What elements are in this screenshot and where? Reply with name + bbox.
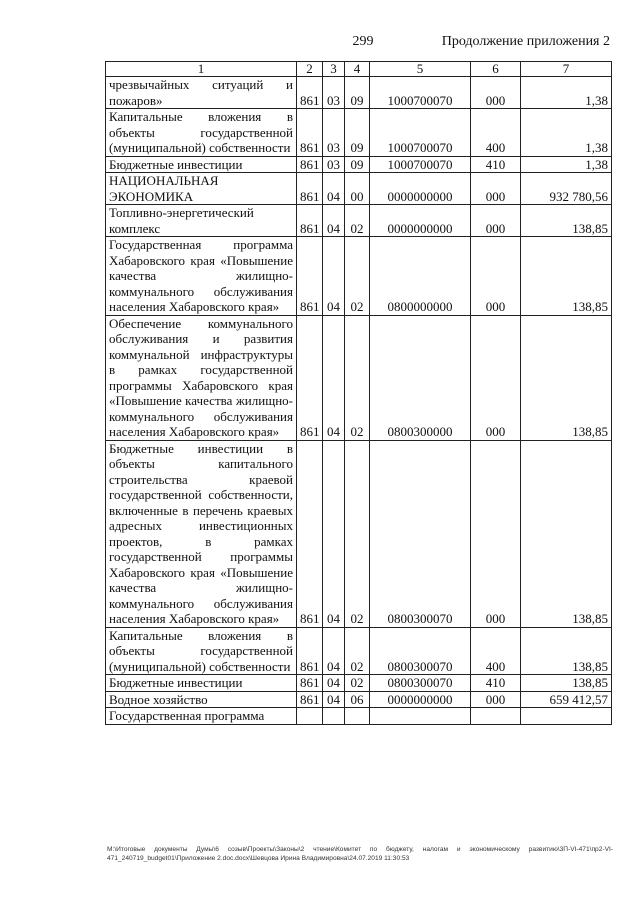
cell-subsection: 09	[345, 77, 370, 109]
row-name: Обеспечение коммунального обслуживания и развития коммунальной инфраструктуры в рамках государственной программы Хабаровского края «Повышение качества жилищно-коммунального обслуживания населения Хабаровского края»	[106, 315, 297, 440]
row-name: Бюджетные инвестиции	[106, 675, 297, 692]
table-row	[106, 156, 612, 173]
table-row	[106, 315, 612, 440]
cell-subsection: 00	[345, 173, 370, 205]
cell-admin-code: 861	[297, 205, 323, 237]
cell-expense-type: 000	[471, 237, 521, 316]
row-name: чрезвычайных ситуаций и пожаров»	[106, 77, 297, 109]
table-row	[106, 237, 612, 316]
cell-target-article: 1000700070	[370, 77, 471, 109]
column-header: 1	[106, 62, 297, 77]
cell-amount: 1,38	[521, 77, 612, 109]
cell-admin-code: 861	[297, 109, 323, 157]
cell-subsection: 02	[345, 237, 370, 316]
cell-section: 04	[323, 440, 345, 627]
cell-subsection: 09	[345, 109, 370, 157]
cell-target-article: 0800300070	[370, 675, 471, 692]
cell-expense-type	[471, 708, 521, 725]
cell-expense-type: 000	[471, 315, 521, 440]
cell-section: 04	[323, 675, 345, 692]
cell-expense-type: 000	[471, 173, 521, 205]
cell-section: 03	[323, 109, 345, 157]
cell-section: 04	[323, 205, 345, 237]
cell-amount: 138,85	[521, 675, 612, 692]
cell-subsection: 02	[345, 627, 370, 675]
row-name: Государственная программа	[106, 708, 297, 725]
cell-admin-code: 861	[297, 173, 323, 205]
cell-target-article: 0800000000	[370, 237, 471, 316]
cell-target-article: 0800300070	[370, 440, 471, 627]
cell-amount: 1,38	[521, 156, 612, 173]
cell-section: 04	[323, 627, 345, 675]
cell-amount: 138,85	[521, 627, 612, 675]
table-row	[106, 708, 612, 725]
cell-subsection: 02	[345, 205, 370, 237]
cell-target-article: 0800300070	[370, 627, 471, 675]
header-row	[106, 62, 612, 77]
row-name: Топливно-энергетический комплекс	[106, 205, 297, 237]
cell-target-article: 1000700070	[370, 156, 471, 173]
cell-subsection	[345, 708, 370, 725]
cell-section: 04	[323, 237, 345, 316]
cell-amount: 138,85	[521, 440, 612, 627]
table-row	[106, 691, 612, 708]
cell-target-article: 1000700070	[370, 109, 471, 157]
cell-target-article	[370, 708, 471, 725]
cell-subsection: 06	[345, 691, 370, 708]
cell-admin-code: 861	[297, 440, 323, 627]
cell-subsection: 09	[345, 156, 370, 173]
cell-target-article: 0800300000	[370, 315, 471, 440]
table-row	[106, 109, 612, 157]
cell-expense-type: 000	[471, 205, 521, 237]
cell-target-article: 0000000000	[370, 691, 471, 708]
cell-admin-code: 861	[297, 156, 323, 173]
cell-admin-code: 861	[297, 691, 323, 708]
continuation-label: Продолжение приложения 2	[441, 34, 610, 49]
column-header: 6	[471, 62, 521, 77]
cell-expense-type: 000	[471, 77, 521, 109]
cell-target-article: 0000000000	[370, 205, 471, 237]
cell-amount	[521, 708, 612, 725]
table-row	[106, 205, 612, 237]
cell-amount: 138,85	[521, 205, 612, 237]
cell-section: 04	[323, 691, 345, 708]
table-row	[106, 440, 612, 627]
cell-target-article: 0000000000	[370, 173, 471, 205]
cell-section: 03	[323, 156, 345, 173]
cell-admin-code: 861	[297, 627, 323, 675]
cell-admin-code	[297, 708, 323, 725]
table-row	[106, 173, 612, 205]
cell-expense-type: 000	[471, 440, 521, 627]
cell-amount: 932 780,56	[521, 173, 612, 205]
column-header: 3	[323, 62, 345, 77]
column-header: 7	[521, 62, 612, 77]
cell-amount: 659 412,57	[521, 691, 612, 708]
column-header: 4	[345, 62, 370, 77]
cell-admin-code: 861	[297, 77, 323, 109]
row-name: Бюджетные инвестиции в объекты капитального строительства краевой государственной собственности, включенные в перечень краевых адресных инвестиционных проектов, в рамках государственной программы Хабаровского края «Повышение качества жилищно-коммунального обслуживания населения Хабаровского края»	[106, 440, 297, 627]
column-header: 5	[370, 62, 471, 77]
row-name: Государственная программа Хабаровского края «Повышение качества жилищно-коммунального обслуживания населения Хабаровского края»	[106, 237, 297, 316]
cell-amount: 138,85	[521, 315, 612, 440]
row-name: Бюджетные инвестиции	[106, 156, 297, 173]
cell-expense-type: 000	[471, 691, 521, 708]
row-name: Капитальные вложения в объекты государственной (муниципальной) собственности	[106, 627, 297, 675]
cell-expense-type: 410	[471, 156, 521, 173]
cell-amount: 1,38	[521, 109, 612, 157]
budget-table	[105, 61, 612, 725]
cell-subsection: 02	[345, 675, 370, 692]
cell-expense-type: 400	[471, 627, 521, 675]
row-name: Водное хозяйство	[106, 691, 297, 708]
cell-expense-type: 400	[471, 109, 521, 157]
cell-subsection: 02	[345, 315, 370, 440]
cell-section	[323, 708, 345, 725]
cell-section: 04	[323, 315, 345, 440]
cell-admin-code: 861	[297, 237, 323, 316]
cell-section: 03	[323, 77, 345, 109]
cell-expense-type: 410	[471, 675, 521, 692]
cell-admin-code: 861	[297, 315, 323, 440]
table-row	[106, 675, 612, 692]
row-name: НАЦИОНАЛЬНАЯ ЭКОНОМИКА	[106, 173, 297, 205]
column-header: 2	[297, 62, 323, 77]
cell-amount: 138,85	[521, 237, 612, 316]
page-number: 299	[352, 34, 374, 49]
row-name: Капитальные вложения в объекты государственной (муниципальной) собственности	[106, 109, 297, 157]
table-row	[106, 627, 612, 675]
cell-admin-code: 861	[297, 675, 323, 692]
cell-section: 04	[323, 173, 345, 205]
table-row	[106, 77, 612, 109]
cell-subsection: 02	[345, 440, 370, 627]
document-path-footer: M:\Итоговые документы Думы\6 созыв\Проекты\Законы\2 чтение\Комитет по бюджету, налогам и экономическому развитию\3П-VI-471\пр2-VI-471_240719_budget01\Приложение 2.doc.docx\Шевцова Ирина Владимировна\24.07.2019 11:30:53	[107, 846, 613, 862]
